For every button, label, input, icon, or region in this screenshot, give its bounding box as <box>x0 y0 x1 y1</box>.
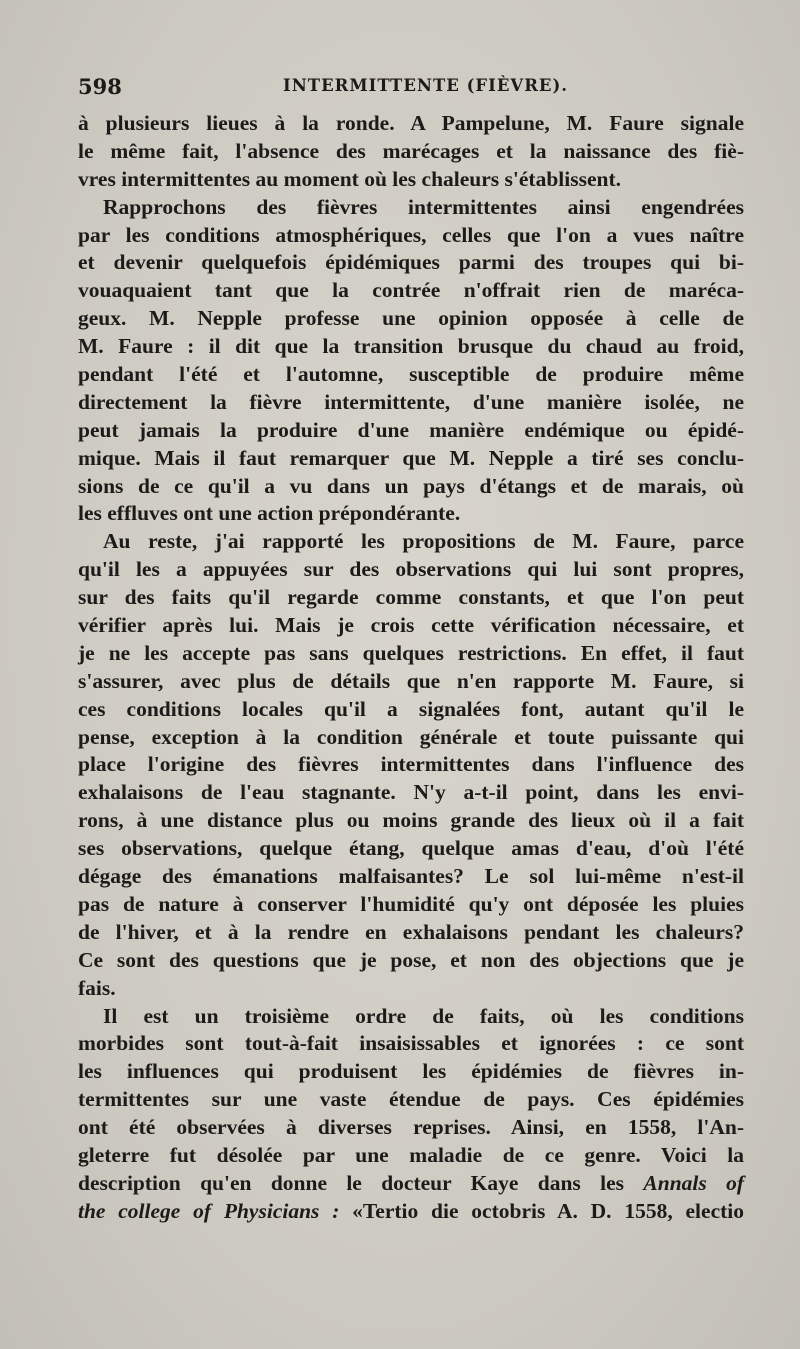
text-line <box>78 1058 744 1086</box>
line-text: peut jamais la produire d'une manière endémique ou épidé- <box>78 417 744 442</box>
body-text <box>78 110 744 1226</box>
line-text: M. Faure : il dit que la transition brusque du chaud au froid, <box>78 334 744 359</box>
line-text: ses observations, quelque étang, quelque amas d'eau, d'où l'été <box>78 836 744 861</box>
line-text: pendant l'été et l'automne, susceptible de produire même <box>78 362 744 387</box>
text-line <box>78 975 744 1003</box>
text-line <box>78 417 744 445</box>
running-title: INTERMITTENTE (FIÈVRE). <box>283 76 569 95</box>
text-line <box>78 249 744 277</box>
line-text: Rapprochons des fièvres intermittentes ainsi engendrées <box>103 194 744 219</box>
text-line <box>78 166 744 194</box>
text-line <box>78 361 744 389</box>
text-line <box>78 863 744 891</box>
text-line <box>78 556 744 584</box>
line-text: Au reste, j'ai rapporté les propositions de M. Faure, parce <box>103 529 744 554</box>
line-text: pas de nature à conserver l'humidité qu'y ont déposée les pluies <box>78 891 744 916</box>
text-line <box>78 1003 744 1031</box>
line-text: fais. <box>78 975 116 1000</box>
line-text: à plusieurs lieues à la ronde. A Pampelune, M. Faure signale <box>78 111 744 135</box>
text-line <box>78 835 744 863</box>
text-line <box>78 1170 744 1198</box>
line-text: termittentes sur une vaste étendue de pays. Ces épidémies <box>78 1087 744 1112</box>
line-text: mique. Mais il faut remarquer que M. Nepple a tiré ses conclu- <box>78 445 744 470</box>
line-text: geux. M. Nepple professe une opinion opposée à celle de <box>78 306 744 331</box>
line-text: description qu'en donne le docteur Kaye dans les <box>78 1170 625 1195</box>
line-text: vérifier après lui. Mais je crois cette vérification nécessaire, et <box>78 613 744 638</box>
text-line <box>78 305 744 333</box>
italic-text: Annals of <box>643 1170 744 1195</box>
text-line <box>78 500 744 528</box>
text-line <box>78 1030 744 1058</box>
line-text: et devenir quelquefois épidémiques parmi des troupes qui bi- <box>78 250 744 275</box>
text-line <box>78 612 744 640</box>
text-line <box>78 751 744 779</box>
text-line <box>78 277 744 305</box>
line-text: s'assurer, avec plus de détails que n'en rapporte M. Faure, si <box>78 668 744 693</box>
text-line <box>78 1114 744 1142</box>
line-text: par les conditions atmosphériques, celles que l'on a vues naître <box>78 222 744 247</box>
text-line <box>78 584 744 612</box>
line-text: sions de ce qu'il a vu dans un pays d'étangs et de marais, où <box>78 473 744 498</box>
running-head <box>78 74 746 104</box>
line-text: «Tertio die octobris A. D. 1558, electio <box>352 1198 744 1223</box>
line-text: rons, à une distance plus ou moins grande des lieux où il a fait <box>78 808 744 833</box>
line-text: gleterre fut désolée par une maladie de ce genre. Voici la <box>78 1142 744 1167</box>
text-line <box>78 891 744 919</box>
text-line <box>78 1198 744 1226</box>
line-text: les effluves ont une action prépondérante. <box>78 501 461 526</box>
line-text: ces conditions locales qu'il a signalées font, autant qu'il le <box>78 696 744 721</box>
line-text: vres intermittentes au moment où les chaleurs s'établissent. <box>78 166 622 191</box>
line-text: Il est un troisième ordre de faits, où les conditions <box>103 1003 744 1028</box>
text-line <box>78 389 744 417</box>
line-text: vouaquaient tant que la contrée n'offrait rien de maréca- <box>78 278 744 303</box>
line-text: Ce sont des questions que je pose, et non des objections que je <box>78 947 744 972</box>
text-line <box>78 807 744 835</box>
line-text: place l'origine des fièvres intermittentes dans l'influence des <box>78 752 744 777</box>
text-line <box>78 528 744 556</box>
text-line <box>78 333 744 361</box>
text-line <box>78 110 744 138</box>
text-line <box>78 779 744 807</box>
line-text: dégage des émanations malfaisantes? Le sol lui-même n'est-il <box>78 864 744 889</box>
line-text: pense, exception à la condition générale et toute puissante qui <box>78 724 744 749</box>
line-text: directement la fièvre intermittente, d'une manière isolée, ne <box>78 389 744 414</box>
text-line <box>78 668 744 696</box>
line-text: ont été observées à diverses reprises. Ainsi, en 1558, l'An- <box>78 1115 744 1140</box>
line-text: les influences qui produisent les épidémies de fièvres in- <box>78 1059 744 1084</box>
text-line <box>78 445 744 473</box>
text-line <box>78 1142 744 1170</box>
line-text: qu'il les a appuyées sur des observations qui lui sont propres, <box>78 557 744 582</box>
italic-text: the college of Physicians : <box>78 1198 340 1223</box>
line-text: exhalaisons de l'eau stagnante. N'y a-t-il point, dans les envi- <box>78 780 744 805</box>
text-line <box>78 194 744 222</box>
text-line <box>78 473 744 501</box>
text-line <box>78 138 744 166</box>
text-line <box>78 1086 744 1114</box>
text-line <box>78 222 744 250</box>
line-text: je ne les accepte pas sans quelques restrictions. En effet, il faut <box>78 640 744 665</box>
line-text: sur des faits qu'il regarde comme constants, et que l'on peut <box>78 585 744 610</box>
line-text: le même fait, l'absence des marécages et la naissance des fiè- <box>78 138 744 163</box>
text-line <box>78 919 744 947</box>
page-number: 598 <box>78 74 122 99</box>
text-line <box>78 724 744 752</box>
text-line <box>78 947 744 975</box>
text-line <box>78 696 744 724</box>
line-text: de l'hiver, et à la rendre en exhalaisons pendant les chaleurs? <box>78 919 744 944</box>
text-line <box>78 640 744 668</box>
line-text: morbides sont tout-à-fait insaisissables et ignorées : ce sont <box>78 1031 744 1056</box>
